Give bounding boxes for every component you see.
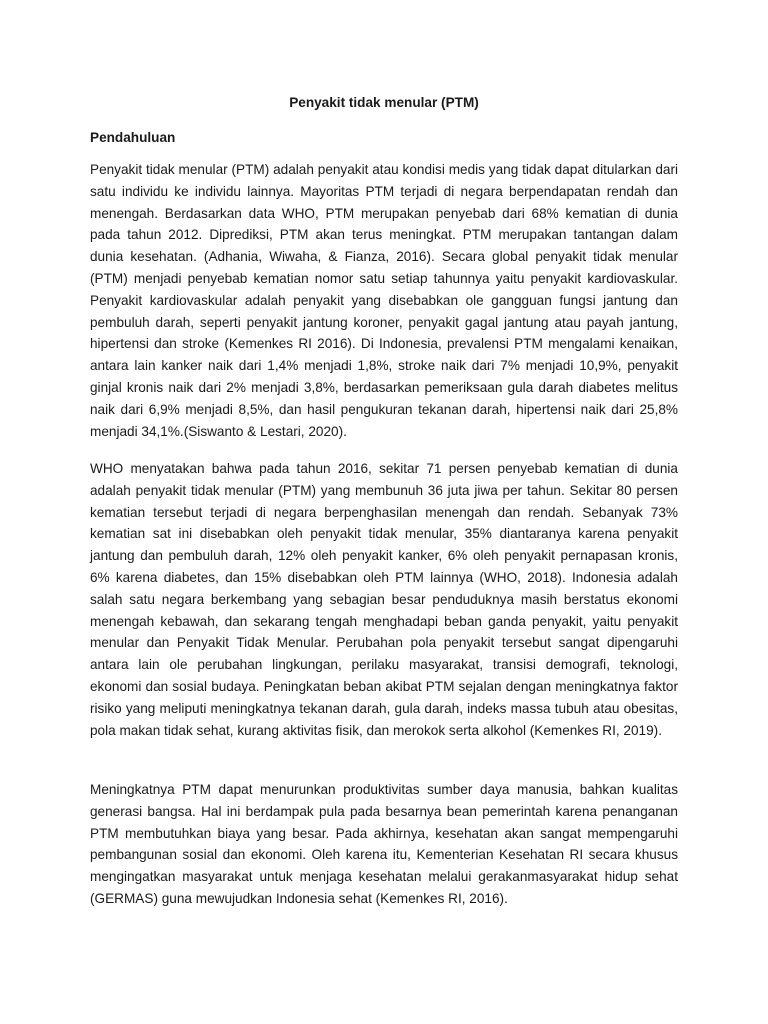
document-title: Penyakit tidak menular (PTM) — [289, 95, 479, 110]
section-heading: Pendahuluan — [90, 130, 176, 145]
paragraph-1: Penyakit tidak menular (PTM) adalah penyakit atau kondisi medis yang tidak dapat ditularkan dari satu individu ke individu lainnya. Mayoritas PTM terjadi di negara berpendapatan rendah dan menengah. Berdasarkan data WHO, PTM merupakan penyebab dari 68% kematian di dunia pada tahun 2012. Diprediksi, PTM akan terus meningkat. PTM merupakan tantangan dalam dunia kesehatan. (Adhania, Wiwaha, & Fianza, 2016). Secara global penyakit tidak menular (PTM) menjadi penyebab kematian nomor satu setiap tahunnya yaitu penyakit kardiovaskular. Penyakit kardiovaskular adalah penyakit yang disebabkan ole gangguan fungsi jantung dan pembuluh darah, seperti penyakit jantung koroner, penyakit gagal jantung atau payah jantung, hipertensi dan stroke (Kemenkes RI 2016). Di Indonesia, prevalensi PTM mengalami kenaikan, antara lain kanker naik dari 1,4% menjadi 1,8%, stroke naik dari 7% menjadi 10,9%, penyakit ginjal kronis naik dari 2% menjadi 3,8%, berdasarkan pemeriksaan gula darah diabetes melitus naik dari 6,9% menjadi 8,5%, dan hasil pengukuran tekanan darah, hipertensi naik dari 25,8% menjadi 34,1%.(Siswanto & Lestari, 2020). — [90, 162, 678, 439]
paragraph-3: Meningkatnya PTM dapat menurunkan produktivitas sumber daya manusia, bahkan kualitas generasi bangsa. Hal ini berdampak pula pada besarnya bean pemerintah karena penanganan PTM membutuhkan biaya yang besar. Pada akhirnya, kesehatan akan sangat mempengaruhi pembangunan sosial dan ekonomi. Oleh karena itu, Kementerian Kesehatan RI secara khusus mengingatkan masyarakat untuk menjaga kesehatan melalui gerakanmasyarakat hidup sehat (GERMAS) guna mewujudkan Indonesia sehat (Kemenkes RI, 2016). — [90, 782, 678, 906]
paragraph-2: WHO menyatakan bahwa pada tahun 2016, sekitar 71 persen penyebab kematian di dunia adalah penyakit tidak menular (PTM) yang membunuh 36 juta jiwa per tahun. Sekitar 80 persen kematian tersebut terjadi di negara berpenghasilan menengah dan rendah. Sebanyak 73% kematian sat ini disebabkan oleh penyakit tidak menular, 35% diantaranya karena penyakit jantung dan pembuluh darah, 12% oleh penyakit kanker, 6% oleh penyakit pernapasan kronis, 6% karena diabetes, dan 15% disebabkan oleh PTM lainnya (WHO, 2018). Indonesia adalah salah satu negara berkembang yang sebagian besar penduduknya masih berstatus ekonomi menengah kebawah, dan sekarang tengah menghadapi beban ganda penyakit, yaitu penyakit menular dan Penyakit Tidak Menular. Perubahan pola penyakit tersebut sangat dipengaruhi antara lain ole perubahan lingkungan, perilaku masyarakat, transisi demografi, teknologi, ekonomi dan sosial budaya. Peningkatan beban akibat PTM sejalan dengan meningkatnya faktor risiko yang meliputi meningkatnya tekanan darah, gula darah, indeks massa tubuh atau obesitas, pola makan tidak sehat, kurang aktivitas fisik, dan merokok serta alkohol (Kemenkes RI, 2019). — [90, 461, 678, 738]
